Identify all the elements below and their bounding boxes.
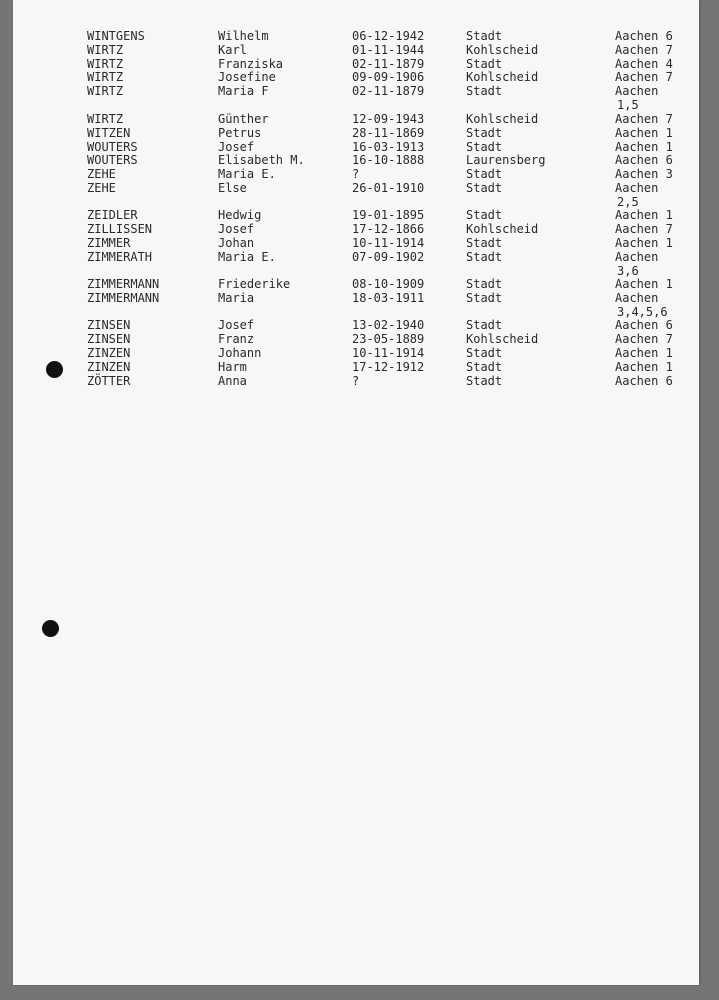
record-row bbox=[0, 43, 719, 57]
district: Stadt bbox=[466, 57, 503, 71]
surname: WOUTERS bbox=[87, 153, 138, 167]
city: Aachen 1 bbox=[615, 140, 673, 154]
birth-date: 01-11-1944 bbox=[352, 43, 425, 57]
birth-date: 10-11-1914 bbox=[352, 346, 425, 360]
birth-date: 19-01-1895 bbox=[352, 208, 425, 222]
district: Stadt bbox=[466, 236, 503, 250]
surname: WINTGENS bbox=[87, 29, 145, 43]
surname: WIRTZ bbox=[87, 84, 124, 98]
district: Stadt bbox=[466, 360, 503, 374]
city: Aachen bbox=[615, 181, 659, 195]
record-row bbox=[0, 84, 719, 98]
district: Kohlscheid bbox=[466, 70, 539, 84]
district: Kohlscheid bbox=[466, 222, 539, 236]
birth-date: 12-09-1943 bbox=[352, 112, 425, 126]
given-name: Josef bbox=[218, 140, 255, 154]
birth-date: ? bbox=[352, 374, 360, 388]
given-name: Maria bbox=[218, 291, 255, 305]
birth-date: 13-02-1940 bbox=[352, 318, 425, 332]
given-name: Josef bbox=[218, 318, 255, 332]
birth-date: 17-12-1912 bbox=[352, 360, 425, 374]
surname: ZEIDLER bbox=[87, 208, 138, 222]
record-row bbox=[0, 140, 719, 154]
district: Kohlscheid bbox=[466, 112, 539, 126]
surname: ZEHE bbox=[87, 167, 116, 181]
given-name: Anna bbox=[218, 374, 247, 388]
district: Stadt bbox=[466, 167, 503, 181]
district: Stadt bbox=[466, 250, 503, 264]
punch-hole bbox=[42, 620, 59, 637]
district: Stadt bbox=[466, 140, 503, 154]
district: Kohlscheid bbox=[466, 332, 539, 346]
city: Aachen 1 bbox=[615, 126, 673, 140]
record-row-continuation bbox=[0, 195, 719, 209]
birth-date: 10-11-1914 bbox=[352, 236, 425, 250]
given-name: Johan bbox=[218, 236, 255, 250]
city: Aachen 1 bbox=[615, 208, 673, 222]
surname: ZILLISSEN bbox=[87, 222, 153, 236]
record-row bbox=[0, 208, 719, 222]
city-continuation: 3,6 bbox=[617, 264, 639, 278]
given-name: Josefine bbox=[218, 70, 276, 84]
city: Aachen 3 bbox=[615, 167, 673, 181]
given-name: Elisabeth M. bbox=[218, 153, 305, 167]
district: Kohlscheid bbox=[466, 43, 539, 57]
surname: WIRTZ bbox=[87, 70, 124, 84]
city: Aachen 7 bbox=[615, 70, 673, 84]
city: Aachen 1 bbox=[615, 360, 673, 374]
city: Aachen 1 bbox=[615, 277, 673, 291]
record-row bbox=[0, 126, 719, 140]
surname: ZIMMERMANN bbox=[87, 277, 160, 291]
given-name: Franziska bbox=[218, 57, 284, 71]
surname: ZEHE bbox=[87, 181, 116, 195]
surname: ZIMMERMANN bbox=[87, 291, 160, 305]
record-row bbox=[0, 70, 719, 84]
given-name: Maria F bbox=[218, 84, 269, 98]
city: Aachen 7 bbox=[615, 332, 673, 346]
given-name: Harm bbox=[218, 360, 247, 374]
surname: ZÖTTER bbox=[87, 374, 131, 388]
city: Aachen bbox=[615, 84, 659, 98]
city: Aachen 1 bbox=[615, 346, 673, 360]
city: Aachen 6 bbox=[615, 153, 673, 167]
city: Aachen 6 bbox=[615, 29, 673, 43]
record-row-continuation bbox=[0, 305, 719, 319]
given-name: Josef bbox=[218, 222, 255, 236]
birth-date: 28-11-1869 bbox=[352, 126, 425, 140]
given-name: Wilhelm bbox=[218, 29, 269, 43]
record-row bbox=[0, 346, 719, 360]
record-row bbox=[0, 332, 719, 346]
record-row bbox=[0, 167, 719, 181]
city: Aachen 7 bbox=[615, 43, 673, 57]
record-row bbox=[0, 236, 719, 250]
birth-date: 07-09-1902 bbox=[352, 250, 425, 264]
district: Stadt bbox=[466, 291, 503, 305]
given-name: Else bbox=[218, 181, 247, 195]
city: Aachen 7 bbox=[615, 222, 673, 236]
city: Aachen 4 bbox=[615, 57, 673, 71]
record-row-continuation bbox=[0, 264, 719, 278]
birth-date: 26-01-1910 bbox=[352, 181, 425, 195]
given-name: Petrus bbox=[218, 126, 262, 140]
given-name: Friederike bbox=[218, 277, 291, 291]
district: Laurensberg bbox=[466, 153, 546, 167]
record-row bbox=[0, 29, 719, 43]
given-name: Johann bbox=[218, 346, 262, 360]
surname: WIRTZ bbox=[87, 43, 124, 57]
birth-date: 08-10-1909 bbox=[352, 277, 425, 291]
record-row-continuation bbox=[0, 98, 719, 112]
surname: WIRTZ bbox=[87, 57, 124, 71]
surname: ZINSEN bbox=[87, 318, 131, 332]
district: Stadt bbox=[466, 181, 503, 195]
city: Aachen bbox=[615, 291, 659, 305]
district: Stadt bbox=[466, 84, 503, 98]
city-continuation: 1,5 bbox=[617, 98, 639, 112]
city: Aachen 6 bbox=[615, 318, 673, 332]
given-name: Maria E. bbox=[218, 167, 276, 181]
record-row bbox=[0, 291, 719, 305]
birth-date: 23-05-1889 bbox=[352, 332, 425, 346]
birth-date: 16-10-1888 bbox=[352, 153, 425, 167]
given-name: Hedwig bbox=[218, 208, 262, 222]
district: Stadt bbox=[466, 318, 503, 332]
district: Stadt bbox=[466, 346, 503, 360]
record-row bbox=[0, 250, 719, 264]
record-row bbox=[0, 318, 719, 332]
birth-date: 02-11-1879 bbox=[352, 57, 425, 71]
surname: WOUTERS bbox=[87, 140, 138, 154]
surname: ZINZEN bbox=[87, 360, 131, 374]
record-row bbox=[0, 57, 719, 71]
surname: ZINSEN bbox=[87, 332, 131, 346]
birth-date: 17-12-1866 bbox=[352, 222, 425, 236]
given-name: Maria E. bbox=[218, 250, 276, 264]
surname: ZINZEN bbox=[87, 346, 131, 360]
given-name: Günther bbox=[218, 112, 269, 126]
birth-date: 09-09-1906 bbox=[352, 70, 425, 84]
birth-date: 06-12-1942 bbox=[352, 29, 425, 43]
city: Aachen bbox=[615, 250, 659, 264]
birth-date: 16-03-1913 bbox=[352, 140, 425, 154]
record-row bbox=[0, 222, 719, 236]
surname: ZIMMERATH bbox=[87, 250, 153, 264]
surname: WIRTZ bbox=[87, 112, 124, 126]
city: Aachen 7 bbox=[615, 112, 673, 126]
given-name: Franz bbox=[218, 332, 255, 346]
district: Stadt bbox=[466, 126, 503, 140]
surname: ZIMMER bbox=[87, 236, 131, 250]
birth-date: ? bbox=[352, 167, 360, 181]
record-row bbox=[0, 360, 719, 374]
city: Aachen 6 bbox=[615, 374, 673, 388]
city-continuation: 3,4,5,6 bbox=[617, 305, 668, 319]
district: Stadt bbox=[466, 208, 503, 222]
record-row bbox=[0, 374, 719, 388]
record-row bbox=[0, 277, 719, 291]
given-name: Karl bbox=[218, 43, 247, 57]
record-row bbox=[0, 181, 719, 195]
birth-date: 02-11-1879 bbox=[352, 84, 425, 98]
record-row bbox=[0, 112, 719, 126]
city: Aachen 1 bbox=[615, 236, 673, 250]
district: Stadt bbox=[466, 374, 503, 388]
birth-date: 18-03-1911 bbox=[352, 291, 425, 305]
district: Stadt bbox=[466, 277, 503, 291]
record-row bbox=[0, 153, 719, 167]
surname: WITZEN bbox=[87, 126, 131, 140]
city-continuation: 2,5 bbox=[617, 195, 639, 209]
district: Stadt bbox=[466, 29, 503, 43]
